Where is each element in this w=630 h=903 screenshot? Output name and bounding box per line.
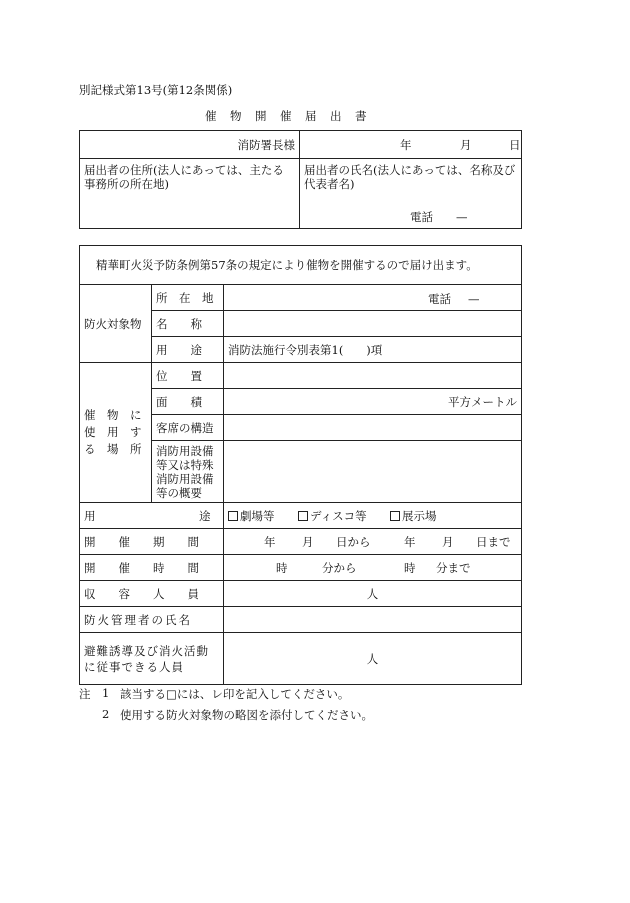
statement-text: 精華町火災予防条例第57条の規定により催物を開催するので届け出ます。 [96, 258, 478, 272]
area-label: 面 積 [156, 394, 202, 409]
note-2-number: 2 [102, 707, 110, 721]
location-phone-dash: — [468, 292, 480, 306]
date-day: 日 [509, 137, 521, 152]
applicant-table [79, 130, 522, 229]
date-month: 月 [460, 137, 472, 152]
period-label-cell [80, 529, 224, 555]
venue-label: 催 物 に使 用 する 場 所 [84, 408, 142, 456]
checkbox-disco[interactable] [298, 511, 308, 521]
evacuation-value-cell[interactable] [224, 633, 522, 685]
time-label-cell [80, 555, 224, 581]
statement-cell [80, 246, 522, 285]
evacuation-label: 避難誘導及び消火活動に従事できる人員 [84, 643, 209, 674]
applicant-phone-label: 電話 [410, 210, 433, 224]
use-option-exhibition[interactable]: 展示場 [390, 509, 437, 523]
equipment-label: 消防用設備等又は特殊消防用設備等の概要 [156, 443, 214, 500]
seating-label: 客席の構造 [156, 420, 214, 435]
period-month-1: 月 [302, 535, 314, 549]
capacity-label: 収 容 人 員 [84, 586, 199, 601]
area-unit: 平方メートル [448, 394, 518, 409]
target-name-value-cell[interactable] [224, 311, 522, 337]
area-value-cell[interactable] [224, 389, 522, 415]
time-label: 開 催 時 間 [84, 560, 199, 575]
time-min-from: 分から [322, 561, 357, 575]
capacity-unit: 人 [366, 586, 379, 601]
target-use-label-cell [152, 337, 224, 363]
note-1-text: 該当する□には、レ印を記入してください。 [120, 687, 350, 701]
position-label: 位 置 [156, 368, 202, 383]
time-min-to: 分まで [436, 561, 471, 575]
time-hour-1: 時 [276, 561, 288, 575]
checkbox-exhibition[interactable] [390, 511, 400, 521]
note-prefix: 注 [79, 687, 91, 701]
time-value-cell[interactable] [224, 555, 522, 581]
seating-value-cell[interactable] [224, 415, 522, 441]
note-2-text: 使用する防火対象物の略図を添付してください。 [120, 708, 373, 722]
date-cell[interactable] [300, 131, 522, 159]
capacity-value-cell[interactable] [224, 581, 522, 607]
applicant-address-label: 届出者の住所(法人にあっては、主たる事務所の所在地) [84, 163, 284, 191]
location-value-cell[interactable] [224, 285, 522, 311]
target-name-label-cell [152, 311, 224, 337]
capacity-label-cell [80, 581, 224, 607]
checkbox-theater[interactable] [228, 511, 238, 521]
target-use-value: 消防法施行令別表第1( )項 [228, 342, 383, 357]
period-day-to: 日まで [476, 535, 511, 549]
target-use-label: 用 途 [156, 342, 202, 357]
use-label: 用 途 [84, 508, 211, 523]
period-year-2: 年 [404, 535, 416, 549]
applicant-name-cell[interactable] [300, 159, 522, 229]
date-year: 年 [400, 137, 412, 152]
event-table [79, 245, 522, 685]
location-phone-label: 電話 [428, 292, 451, 306]
period-value-cell[interactable] [224, 529, 522, 555]
equipment-label-cell [152, 441, 224, 503]
location-label-cell [152, 285, 224, 311]
form-number: 別記様式第13号(第12条関係) [79, 83, 233, 97]
manager-label-cell [80, 607, 224, 633]
use-option-disco[interactable]: ディスコ等 [298, 509, 367, 523]
location-label: 所 在 地 [156, 290, 214, 305]
applicant-phone-dash: — [456, 210, 468, 224]
period-year-1: 年 [264, 535, 276, 549]
area-label-cell [152, 389, 224, 415]
form-title: 催 物 開 催 届 出 書 [205, 109, 368, 123]
position-label-cell [152, 363, 224, 389]
manager-value-cell[interactable] [224, 607, 522, 633]
addressee-cell [80, 131, 300, 159]
use-label-cell [80, 503, 224, 529]
evacuation-unit: 人 [366, 651, 379, 666]
fire-target-group [80, 285, 152, 363]
note-1-number: 1 [102, 686, 110, 700]
target-use-value-cell[interactable] [224, 337, 522, 363]
position-value-cell[interactable] [224, 363, 522, 389]
seating-label-cell [152, 415, 224, 441]
applicant-address-cell[interactable] [80, 159, 300, 229]
time-hour-2: 時 [404, 561, 416, 575]
use-options-cell [224, 503, 522, 529]
equipment-value-cell[interactable] [224, 441, 522, 503]
period-month-2: 月 [442, 535, 454, 549]
fire-target-label: 防火対象物 [84, 316, 142, 331]
use-option-theater[interactable]: 劇場等 [228, 509, 275, 523]
period-label: 開 催 期 間 [84, 534, 199, 549]
manager-label: 防火管理者の氏名 [84, 612, 192, 627]
addressee: 消防署長様 [237, 137, 295, 152]
venue-group [80, 363, 152, 503]
applicant-name-label: 届出者の氏名(法人にあっては、名称及び代表者名) [304, 163, 516, 191]
target-name-label: 名 称 [156, 316, 202, 331]
period-day-from: 日から [336, 535, 371, 549]
evacuation-label-cell [80, 633, 224, 685]
